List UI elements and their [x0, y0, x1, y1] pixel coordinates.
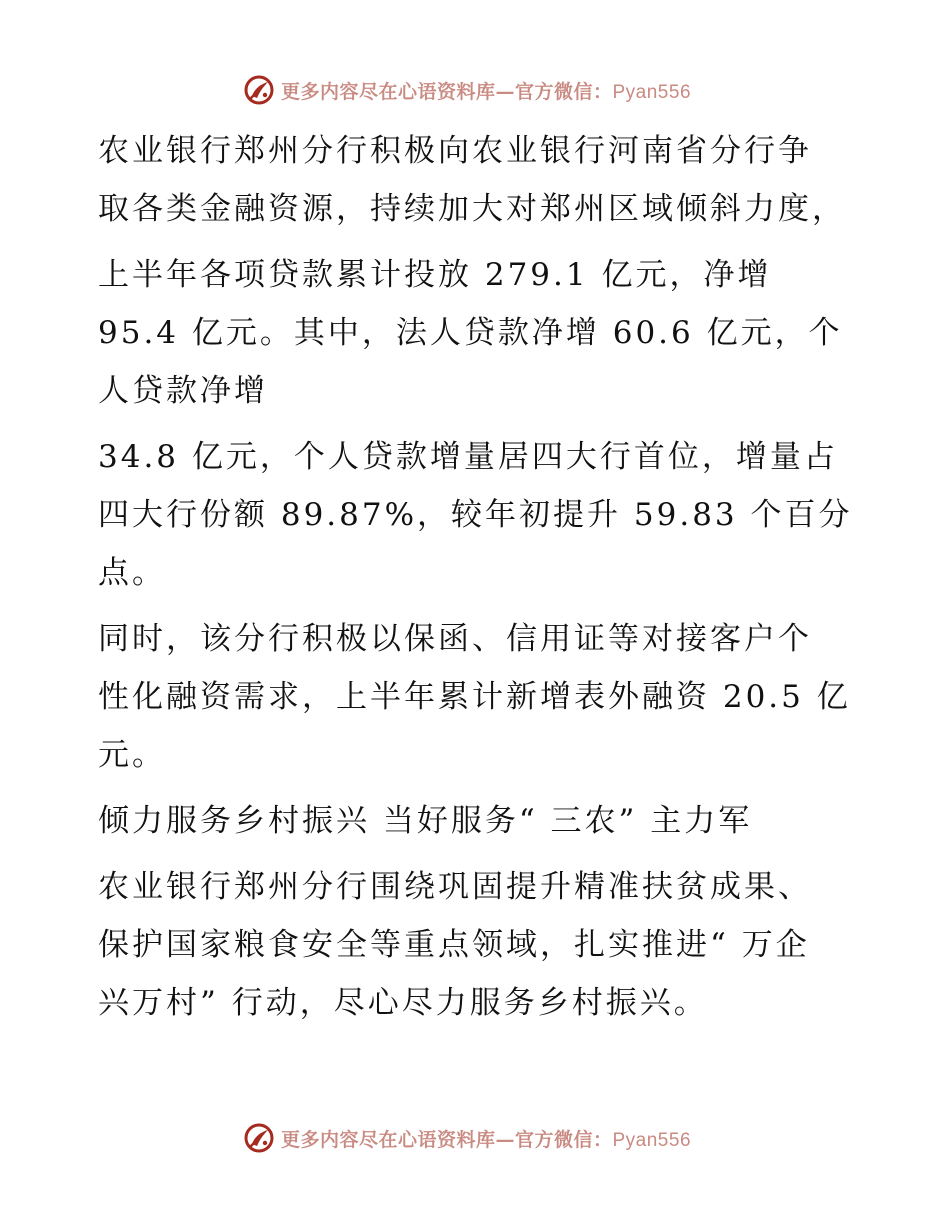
library-logo-icon [243, 1122, 275, 1154]
paragraph [98, 610, 858, 784]
text-line: 95.4 亿元。其中，法人贷款净增 60.6 亿元，个 [98, 315, 843, 351]
footer-banner-content [243, 1122, 691, 1154]
library-logo-icon [243, 74, 275, 106]
section-heading [98, 792, 858, 850]
header-banner-sep: — [495, 80, 515, 103]
footer-banner-text [281, 1125, 691, 1152]
header-banner-content [243, 74, 691, 106]
text-line: 元。 [98, 737, 166, 773]
header-wechat-label: 官方微信： [514, 80, 613, 103]
paragraph [98, 858, 858, 1032]
text-line: 兴万村” 行动，尽心尽力服务乡村振兴。 [98, 985, 708, 1021]
footer-banner [0, 1118, 950, 1158]
header-banner-text [281, 77, 691, 104]
text-line: 同时，该分行积极以保函、信用证等对接客户个 [98, 621, 812, 657]
text-line: 点。 [98, 555, 166, 591]
text-line: 四大行份额 89.87%，较年初提升 59.83 个百分 [98, 497, 853, 533]
paragraph [98, 246, 858, 420]
header-banner [0, 70, 950, 110]
header-banner-main: 更多内容尽在心语资料库 [280, 80, 496, 103]
text-line: 农业银行郑州分行围绕巩固提升精准扶贫成果、 [98, 869, 812, 905]
text-line: 34.8 亿元，个人贷款增量居四大行首位，增量占 [98, 439, 838, 475]
text-line: 人贷款净增 [98, 373, 268, 409]
text-line: 上半年各项贷款累计投放 279.1 亿元，净增 [98, 257, 772, 293]
text-line: 倾力服务乡村振兴 当好服务“ 三农” 主力军 [98, 803, 753, 839]
text-line: 性化融资需求，上半年累计新增表外融资 20.5 亿 [98, 679, 851, 715]
paragraph [98, 122, 858, 238]
text-line: 取各类金融资源，持续加大对郑州区域倾斜力度， [98, 191, 846, 227]
text-line: 保护国家粮食安全等重点领域，扎实推进“ 万企 [98, 927, 810, 963]
footer-wechat-label: 官方微信： [514, 1128, 613, 1151]
text-line: 农业银行郑州分行积极向农业银行河南省分行争 [98, 133, 812, 169]
footer-banner-sep: — [495, 1128, 515, 1151]
header-wechat-id: Pyan556 [612, 81, 692, 103]
footer-banner-main: 更多内容尽在心语资料库 [280, 1128, 496, 1151]
footer-wechat-id: Pyan556 [612, 1129, 692, 1151]
article-body [98, 122, 858, 1032]
paragraph [98, 428, 858, 602]
